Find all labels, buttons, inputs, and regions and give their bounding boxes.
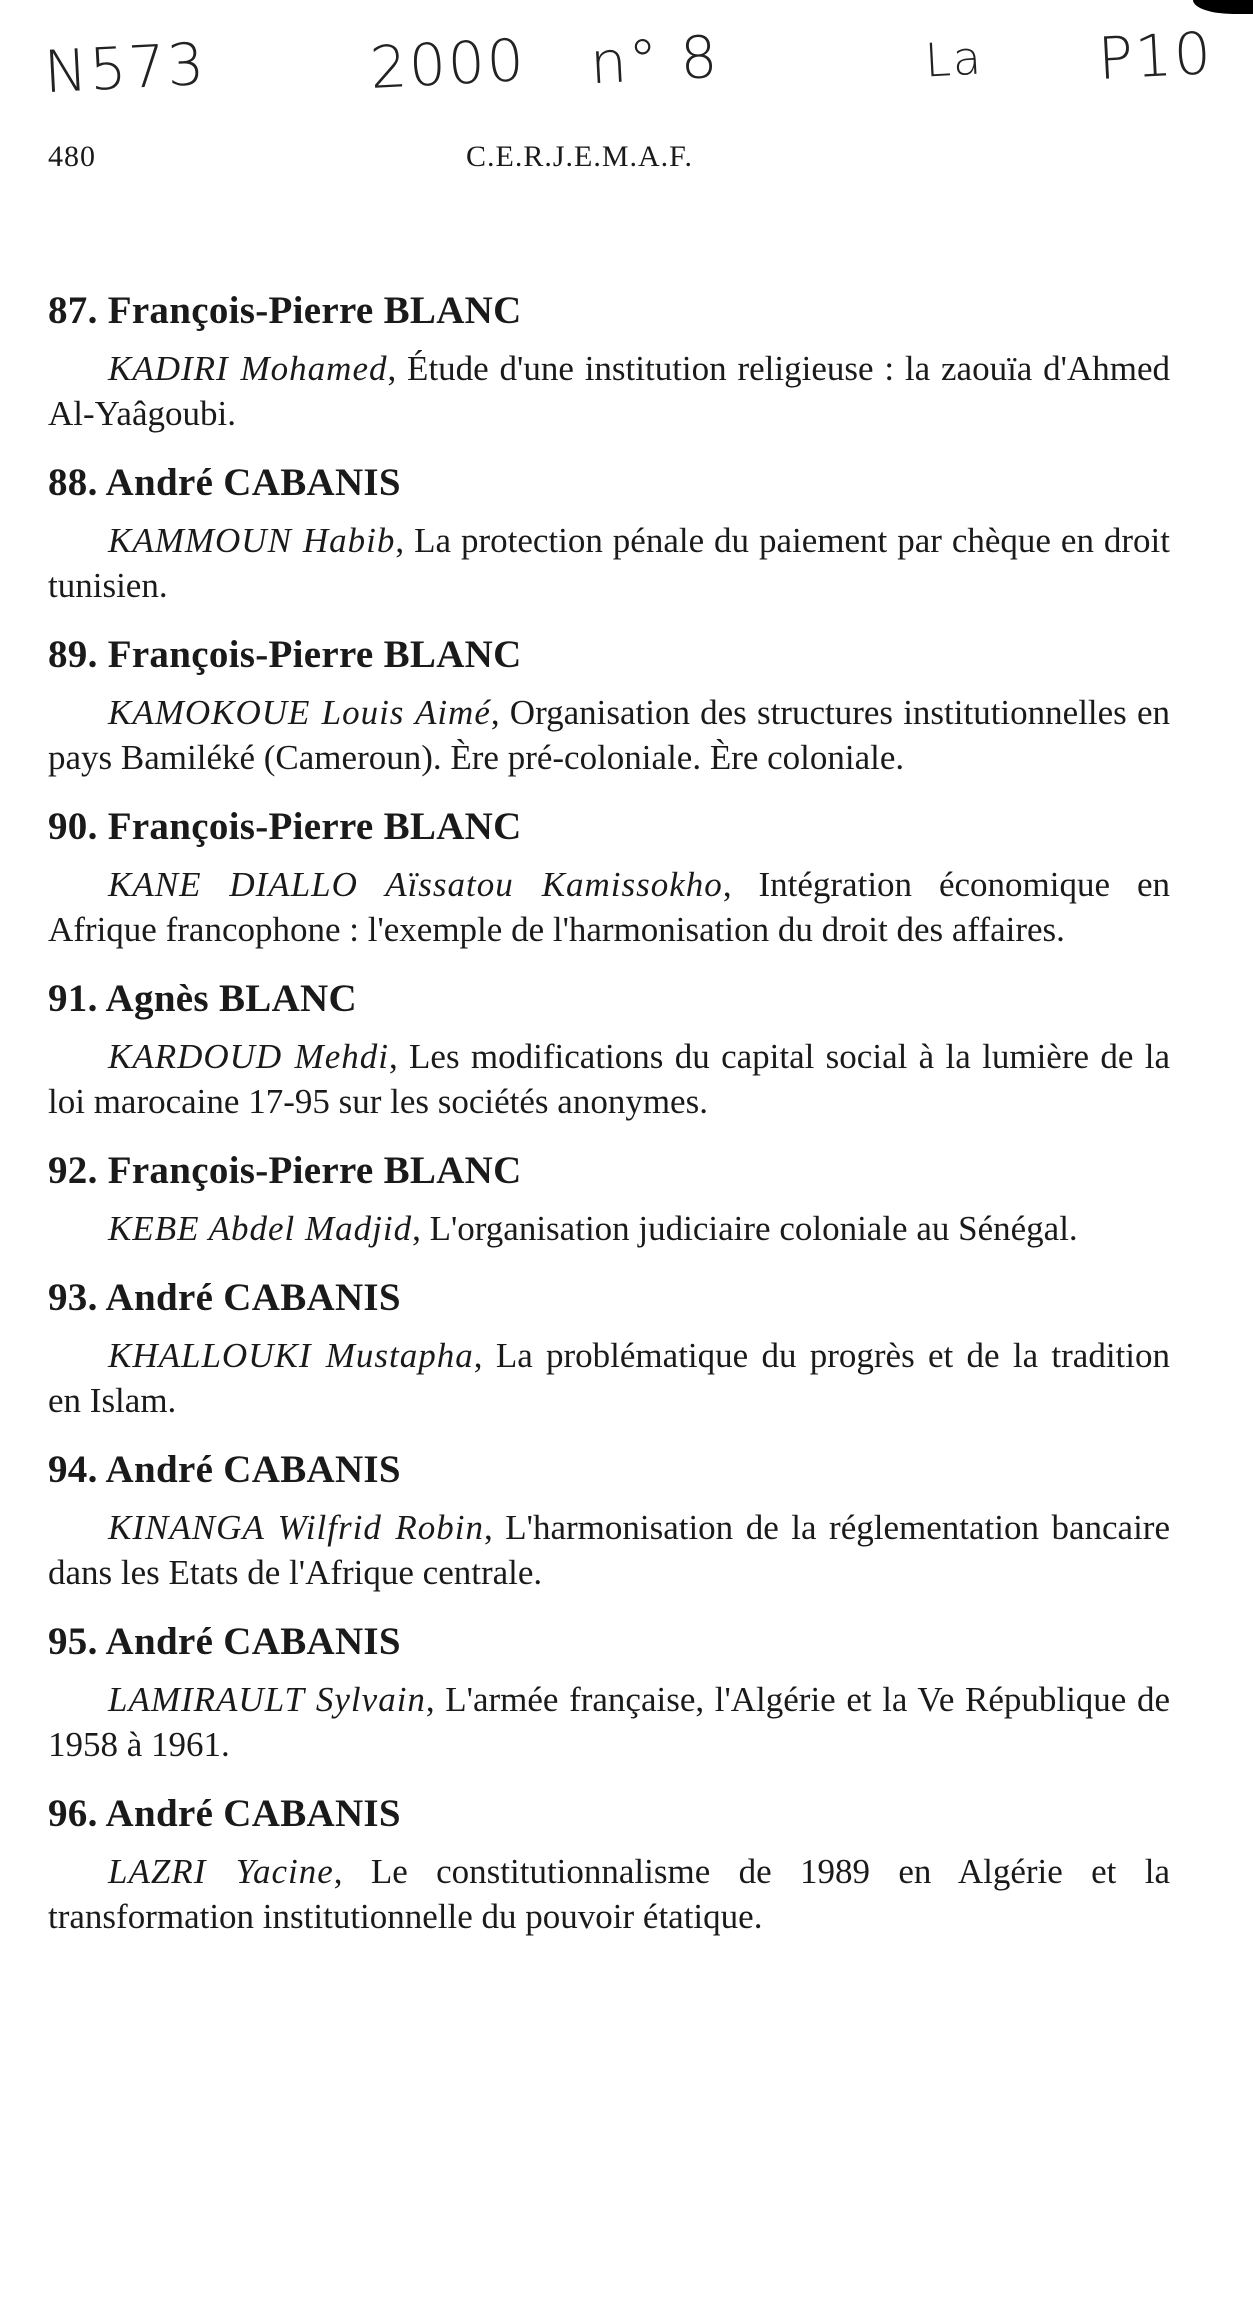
list-item (48, 1789, 1170, 1939)
entry-body (48, 1505, 1170, 1595)
entry-body (48, 1849, 1170, 1939)
handwritten-la: La (923, 30, 985, 88)
entry-heading: 92. François-Pierre BLANC (48, 1149, 522, 1192)
list-item (48, 630, 1170, 780)
list-item (48, 1617, 1170, 1767)
handwritten-annotation (0, 19, 1253, 132)
entry-body (48, 862, 1170, 952)
entry-body (48, 1206, 1170, 1251)
entry-author: LAMIRAULT Sylvain (108, 1680, 426, 1719)
entry-heading: 89. François-Pierre BLANC (48, 633, 522, 676)
list-item (48, 1445, 1170, 1595)
entry-body (48, 518, 1170, 608)
entry-author: KANE DIALLO Aïssatou Kamissokho (108, 865, 723, 904)
entry-title: , Organisation des structures institutionnelles en pays Bamiléké (Cameroun). Ère pré-coloniale. Ère coloniale. (48, 693, 1170, 777)
entry-body (48, 690, 1170, 780)
entry-author: KAMOKOUE Louis Aimé (108, 693, 491, 732)
entry-body (48, 346, 1170, 436)
entry-title: , La protection pénale du paiement par chèque en droit tunisien. (48, 521, 1170, 605)
entry-heading: 87. François-Pierre BLANC (48, 289, 522, 332)
list-item (48, 1146, 1170, 1251)
entry-title: , Étude d'une institution religieuse : la zaouïa d'Ahmed Al-Yaâgoubi. (48, 349, 1170, 433)
entry-title: , L'harmonisation de la réglementation bancaire dans les Etats de l'Afrique centrale. (48, 1508, 1170, 1592)
entry-heading: 88. André CABANIS (48, 461, 401, 504)
entry-title: , Les modifications du capital social à la lumière de la loi marocaine 17-95 sur les sociétés anonymes. (48, 1037, 1170, 1121)
handwritten-ref: N573 (42, 29, 208, 107)
entry-title: , L'armée française, l'Algérie et la Ve République de 1958 à 1961. (48, 1680, 1170, 1764)
entry-heading: 95. André CABANIS (48, 1620, 401, 1663)
entry-heading: 90. François-Pierre BLANC (48, 805, 522, 848)
entry-body (48, 1034, 1170, 1124)
entry-title: , La problématique du progrès et de la tradition en Islam. (48, 1336, 1170, 1420)
handwritten-page: P10 (1096, 19, 1215, 93)
list-item (48, 802, 1170, 952)
entry-title: , L'organisation judiciaire coloniale au Sénégal. (412, 1209, 1078, 1248)
entry-heading: 94. André CABANIS (48, 1448, 401, 1491)
entry-author: KADIRI Mohamed (108, 349, 388, 388)
list-item (48, 458, 1170, 608)
page-number: 480 (48, 140, 96, 173)
list-item (48, 1273, 1170, 1423)
entry-body (48, 1333, 1170, 1423)
list-item (48, 286, 1170, 436)
entry-author: KARDOUD Mehdi (108, 1037, 389, 1076)
entry-title: , Le constitutionnalisme de 1989 en Algérie et la transformation institutionnelle du pouvoir étatique. (48, 1852, 1170, 1936)
handwritten-number: n° 8 (588, 22, 721, 98)
entry-author: KAMMOUN Habib (108, 521, 396, 560)
entry-title: , Intégration économique en Afrique francophone : l'exemple de l'harmonisation du droit des affaires. (48, 865, 1170, 949)
entry-body (48, 1677, 1170, 1767)
journal-name: C.E.R.J.E.M.A.F. (466, 140, 693, 173)
list-item (48, 974, 1170, 1124)
handwritten-year: 2000 (368, 25, 528, 103)
entry-author: KINANGA Wilfrid Robin (108, 1508, 484, 1547)
entry-heading: 96. André CABANIS (48, 1792, 401, 1835)
entry-author: KHALLOUKI Mustapha (108, 1336, 474, 1375)
entry-heading: 91. Agnès BLANC (48, 977, 357, 1020)
thesis-list (48, 286, 1170, 1961)
entry-author: LAZRI Yacine (108, 1852, 334, 1891)
entry-heading: 93. André CABANIS (48, 1276, 401, 1319)
running-header (0, 140, 1253, 180)
entry-author: KEBE Abdel Madjid (108, 1209, 413, 1248)
scan-edge-mark (1193, 0, 1253, 14)
